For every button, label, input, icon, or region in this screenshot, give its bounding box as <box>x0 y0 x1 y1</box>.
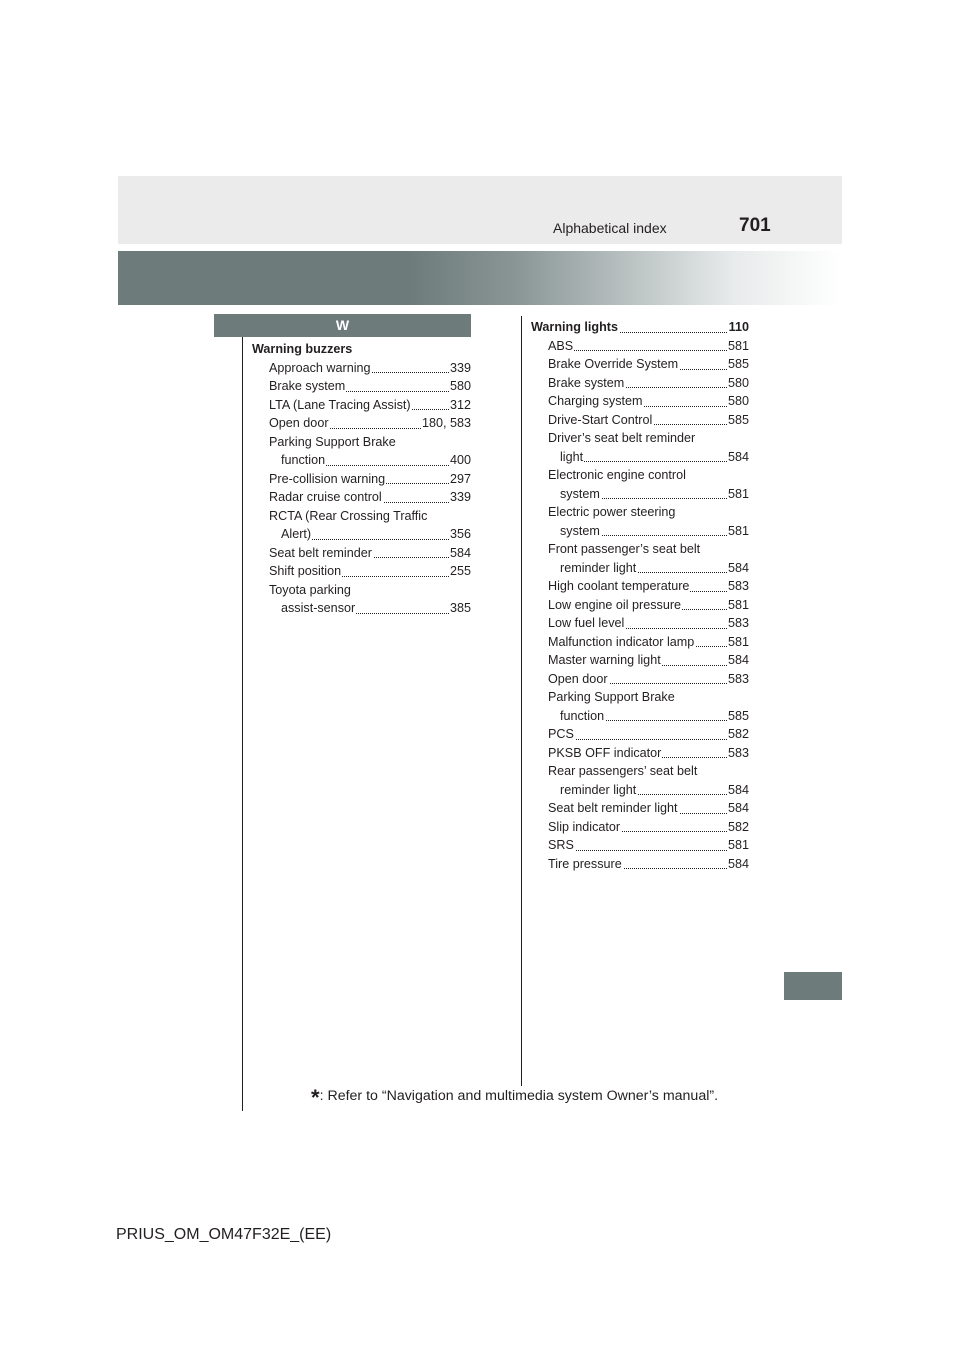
index-entry-label: Parking Support Brake <box>269 434 396 449</box>
chapter-bar <box>118 251 842 305</box>
index-entry-label: assist-sensor <box>281 601 356 615</box>
index-entry-page: 583 <box>727 744 749 763</box>
footnote-marker: * <box>311 1085 320 1110</box>
index-entry-page: 584 <box>727 799 749 818</box>
index-entry-label: Front passenger’s seat belt <box>548 542 701 556</box>
index-entry-label: RCTA (Rear Crossing Traffic <box>269 508 428 523</box>
index-entry-page: 584 <box>727 855 749 874</box>
index-entry-page: 385 <box>449 599 471 618</box>
index-entry-label: Shift position <box>269 564 342 578</box>
index-entry-page: 583 <box>727 577 749 596</box>
index-entry-page: 585 <box>727 707 749 726</box>
index-entry-page: 581 <box>727 522 749 541</box>
page-number: 701 <box>739 215 771 236</box>
index-entry-label: Rear passengers’ seat belt <box>548 764 698 778</box>
index-entry-page: 580 <box>449 377 471 396</box>
index-entry-label: Pre-collision warning <box>269 471 386 486</box>
index-entry <box>548 392 749 411</box>
index-entry-page: 584 <box>727 448 749 467</box>
index-entry-page: 180, 583 <box>421 414 471 433</box>
index-entry <box>281 451 471 470</box>
index-entry <box>560 559 749 578</box>
index-entry <box>269 544 471 563</box>
footnote-text: : Refer to “Navigation and multimedia system Owner’s manual”. <box>319 1088 719 1104</box>
index-entry-label: Driver’s seat belt reminder <box>548 431 696 445</box>
index-entry-page: 581 <box>727 633 749 652</box>
index-entry <box>548 633 749 652</box>
index-entry-label: light <box>560 449 584 464</box>
index-entry <box>548 411 749 430</box>
index-entry-page: 400 <box>449 451 471 470</box>
index-entry <box>560 485 749 504</box>
index-entry-label: Radar cruise control <box>269 490 382 504</box>
column-divider-left <box>242 337 243 1111</box>
index-entry-label: Warning lights <box>531 320 618 334</box>
index-entry <box>548 466 749 485</box>
index-entry-label: Toyota parking <box>269 582 351 597</box>
index-entry-label: Open door <box>548 671 608 686</box>
index-entry-page: 582 <box>727 725 749 744</box>
index-entry-page: 585 <box>727 411 749 430</box>
index-entry <box>560 522 749 541</box>
index-entry-page: 581 <box>727 836 749 855</box>
section-title: Alphabetical index <box>553 220 667 236</box>
index-entry-page: 580 <box>727 392 749 411</box>
index-entry-label: system <box>560 486 600 501</box>
index-column-right <box>531 318 749 873</box>
index-entry-label: SRS <box>548 838 574 852</box>
index-entry-label: PKSB OFF indicator <box>548 745 662 760</box>
index-entry <box>548 540 749 559</box>
index-entry-label: Seat belt reminder <box>269 545 372 560</box>
index-entry-label: Alert) <box>281 527 312 541</box>
index-entry <box>548 670 749 689</box>
footnote <box>311 1085 718 1111</box>
index-entry-page: 580 <box>727 374 749 393</box>
index-entry <box>269 470 471 489</box>
index-entry <box>560 448 749 467</box>
index-entry <box>269 396 471 415</box>
index-entry-label: Tire pressure <box>548 856 622 871</box>
index-entry-page: 584 <box>449 544 471 563</box>
index-entry-page: 585 <box>727 355 749 374</box>
index-entry-page: 312 <box>449 396 471 415</box>
index-entry <box>269 359 471 378</box>
index-entry <box>269 507 471 526</box>
index-entry-label: Slip indicator <box>548 819 621 834</box>
index-entry <box>548 818 749 837</box>
index-entry-label: Malfunction indicator lamp <box>548 634 695 649</box>
index-entry <box>252 340 471 359</box>
index-entry <box>548 577 749 596</box>
index-entry <box>548 725 749 744</box>
index-entry-label: Approach warning <box>269 360 371 375</box>
index-entry-page: 581 <box>727 337 749 356</box>
index-entry-label: Brake system <box>548 375 625 390</box>
index-entry <box>548 337 749 356</box>
index-entry <box>531 318 749 337</box>
index-entry-label: Charging system <box>548 394 643 408</box>
index-entry-label: Brake system <box>269 379 346 393</box>
index-entry <box>548 503 749 522</box>
index-entry-label: function <box>560 708 605 723</box>
index-entry-label: High coolant temperature <box>548 579 690 593</box>
index-entry-page: 339 <box>449 488 471 507</box>
index-entry <box>548 429 749 448</box>
index-entry <box>548 374 749 393</box>
index-entry <box>281 525 471 544</box>
index-entry <box>560 781 749 800</box>
index-entry-label: function <box>281 453 326 467</box>
column-divider-middle <box>521 316 522 1086</box>
index-entry-label: PCS <box>548 727 574 741</box>
index-entry-label: LTA (Lane Tracing Assist) <box>269 397 411 412</box>
chapter-tab <box>784 972 842 1000</box>
index-entry <box>281 599 471 618</box>
index-entry-label: Seat belt reminder light <box>548 801 678 815</box>
index-entry-page: 582 <box>727 818 749 837</box>
index-entry <box>548 799 749 818</box>
index-entry <box>548 688 749 707</box>
index-entry-label: Open door <box>269 416 329 430</box>
index-entry-label: reminder light <box>560 782 637 797</box>
index-entry <box>269 377 471 396</box>
index-entry-label: Electronic engine control <box>548 468 686 482</box>
index-column-left <box>252 340 471 618</box>
index-entry <box>548 762 749 781</box>
index-entry-label: Warning buzzers <box>252 342 353 356</box>
index-entry <box>548 855 749 874</box>
index-entry-label: Low fuel level <box>548 616 625 630</box>
index-entry-page: 255 <box>449 562 471 581</box>
document-code: PRIUS_OM_OM47F32E_(EE) <box>116 1226 332 1243</box>
index-entry-page: 339 <box>449 359 471 378</box>
index-entry <box>269 562 471 581</box>
index-entry <box>548 836 749 855</box>
index-entry-page: 581 <box>727 485 749 504</box>
index-entry-label: Electric power steering <box>548 505 676 519</box>
index-letter-heading: W <box>214 314 471 337</box>
index-entry-page: 356 <box>449 525 471 544</box>
index-entry-label: Low engine oil pressure <box>548 597 682 612</box>
index-entry <box>548 355 749 374</box>
index-entry-page: 297 <box>449 470 471 489</box>
header-band <box>118 176 842 244</box>
index-entry-label: reminder light <box>560 560 637 575</box>
index-entry <box>269 414 471 433</box>
index-entry <box>548 651 749 670</box>
index-entry-label: ABS <box>548 338 574 353</box>
index-entry <box>548 744 749 763</box>
index-entry-page: 584 <box>727 781 749 800</box>
index-entry-page: 584 <box>727 651 749 670</box>
index-entry-label: system <box>560 523 600 538</box>
index-entry-label: Drive-Start Control <box>548 412 653 427</box>
index-entry-page: 584 <box>727 559 749 578</box>
index-entry-page: 583 <box>727 614 749 633</box>
index-entry <box>269 488 471 507</box>
index-entry <box>269 433 471 452</box>
index-entry-page: 110 <box>728 318 749 337</box>
index-entry <box>269 581 471 600</box>
index-entry <box>560 707 749 726</box>
index-entry-page: 583 <box>727 670 749 689</box>
index-entry-label: Parking Support Brake <box>548 690 675 704</box>
index-entry <box>548 596 749 615</box>
index-entry-label: Brake Override System <box>548 357 679 371</box>
index-entry-label: Master warning light <box>548 653 661 667</box>
index-entry-page: 581 <box>727 596 749 615</box>
index-entry <box>548 614 749 633</box>
